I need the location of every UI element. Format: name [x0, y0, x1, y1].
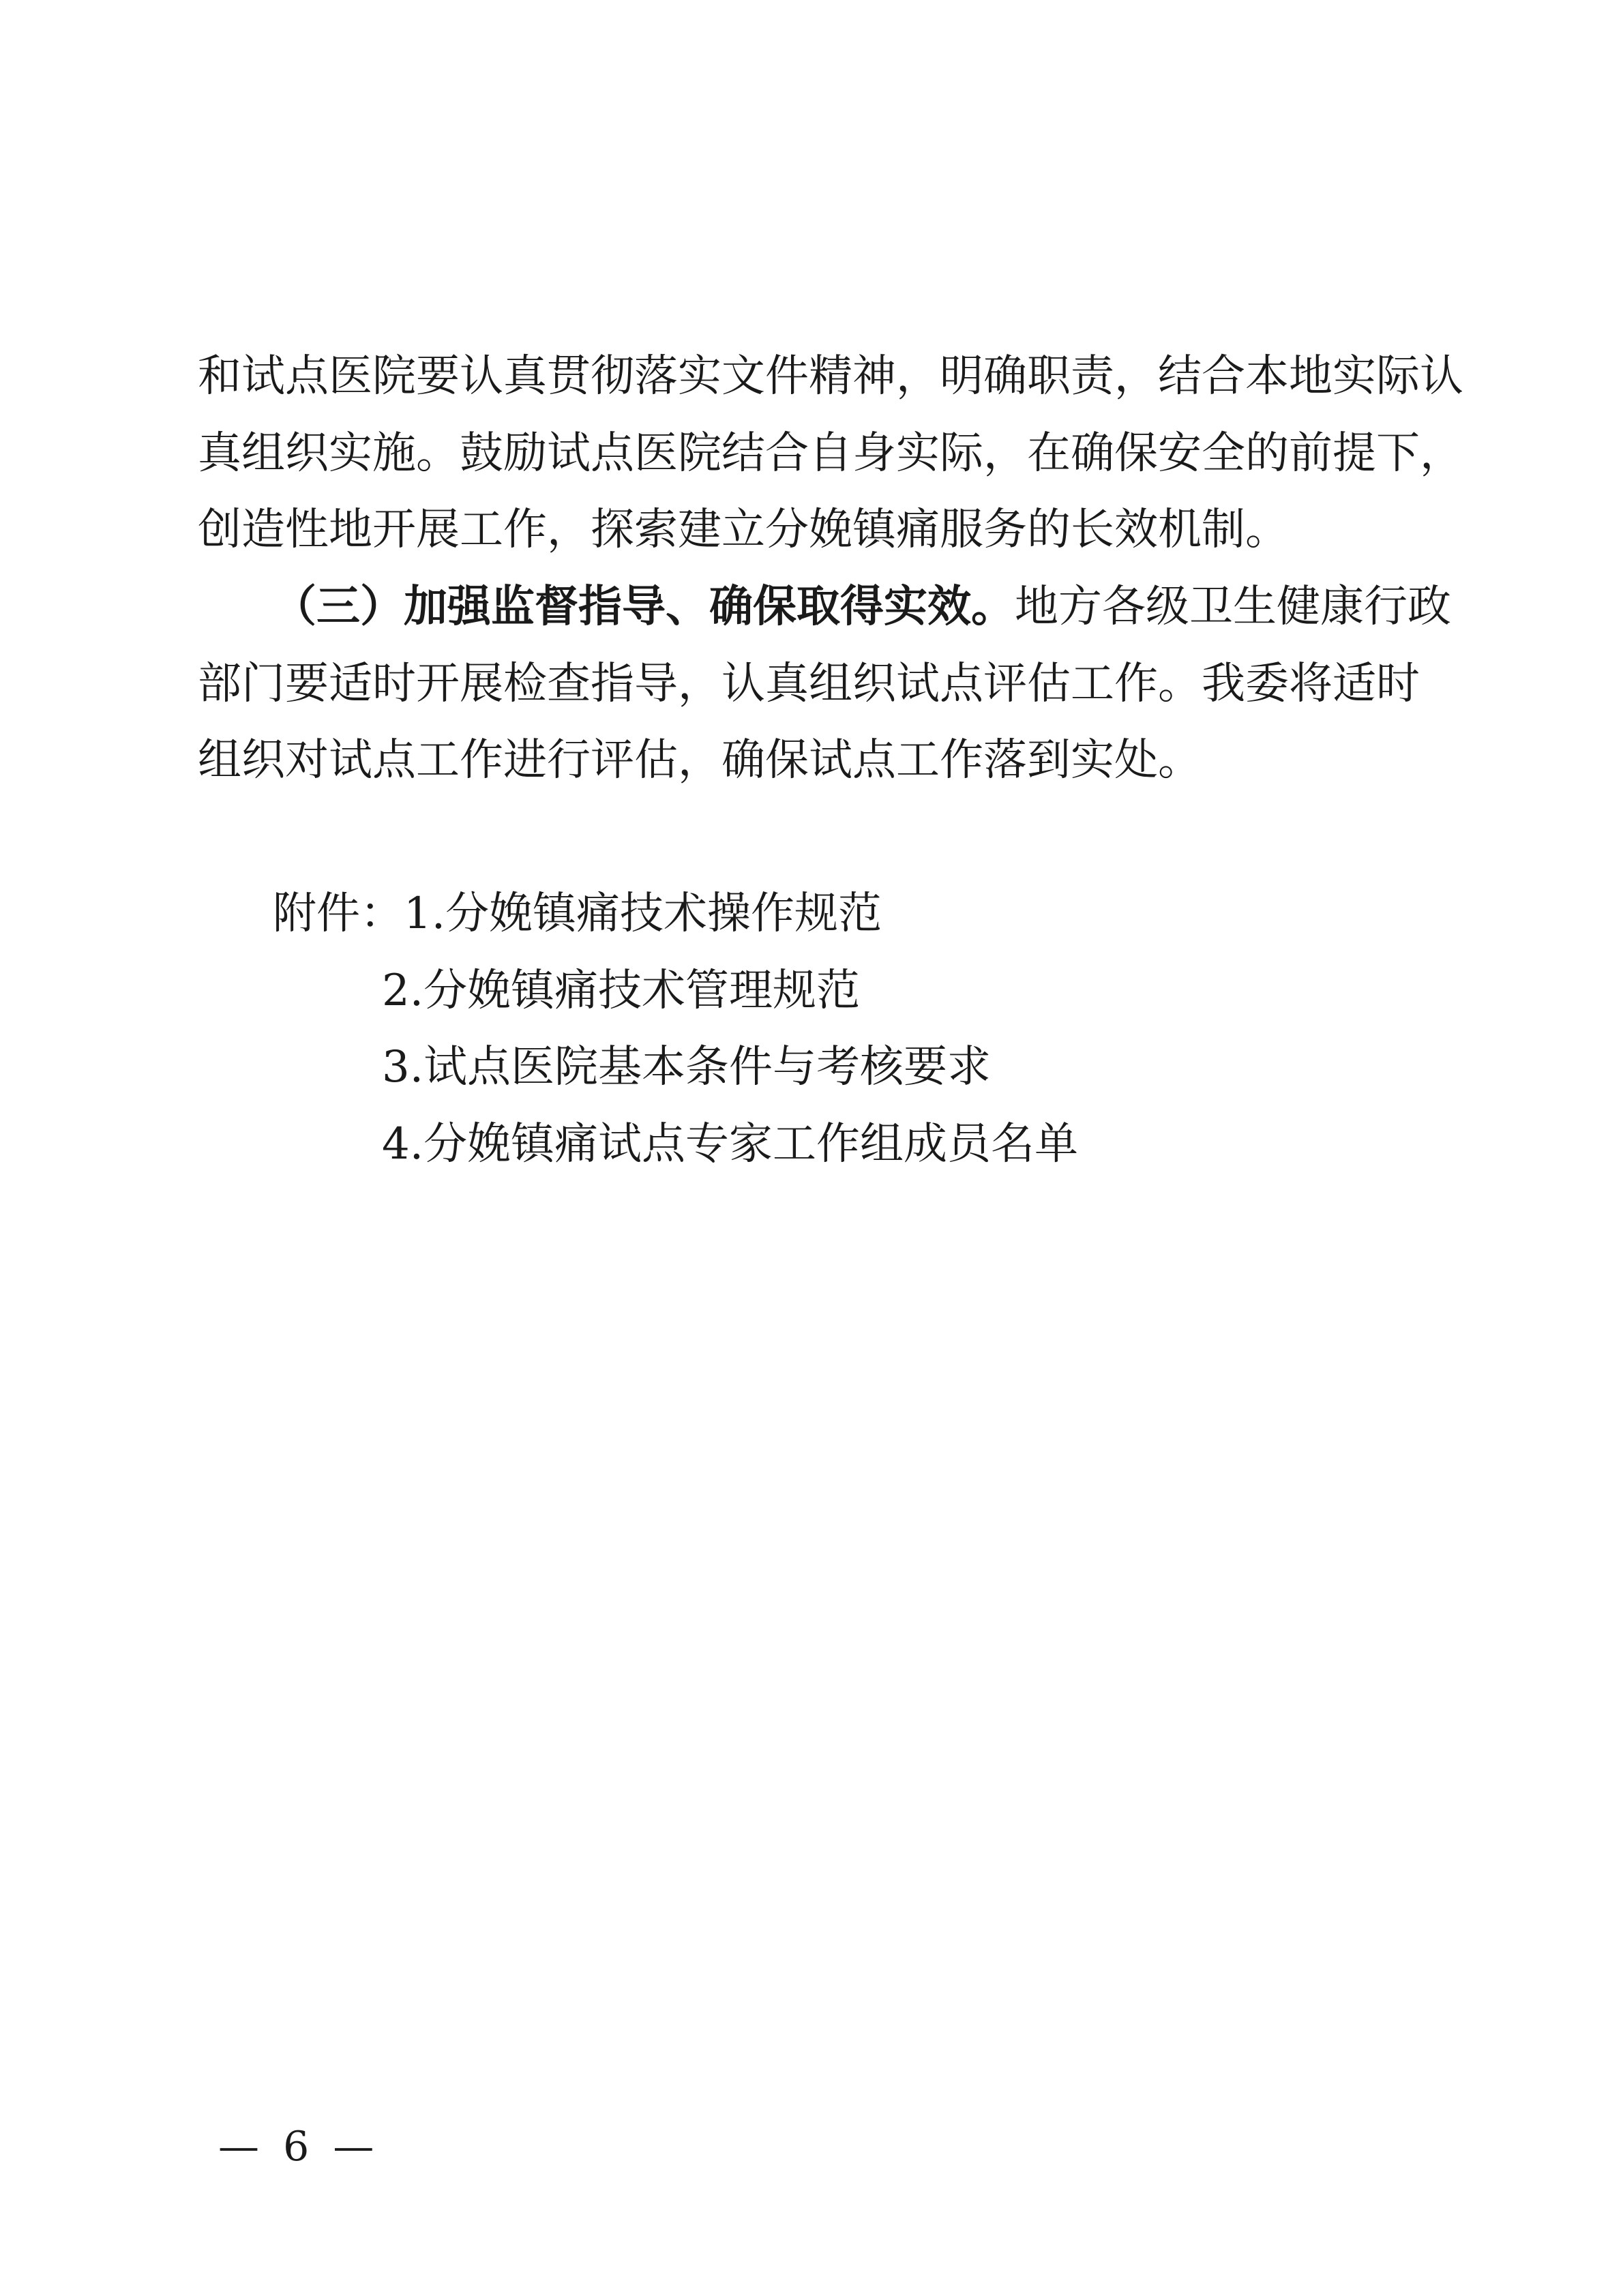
paragraph-line: 和试点医院要认真贯彻落实文件精神，明确职责，结合本地实际认 [198, 351, 1463, 402]
attachments-label: 附件： [273, 889, 404, 939]
paragraph-line: 组织对试点工作进行评估，确保试点工作落到实处。 [198, 735, 1202, 786]
attachment-item: 3.试点医院基本条件与考核要求 [382, 1042, 992, 1092]
paragraph-line: 部门要适时开展检查指导，认真组织试点评估工作。我委将适时 [198, 659, 1420, 709]
section-heading-line [273, 581, 1451, 632]
section-text: 地方各级卫生健康行政 [1015, 582, 1451, 632]
paragraph-line: 真组织实施。鼓励试点医院结合自身实际，在确保安全的前提下， [198, 428, 1463, 479]
attachment-item: 1.分娩镇痛技术操作规范 [404, 889, 882, 939]
section-heading: （三）加强监督指导、确保取得实效。 [273, 581, 1015, 632]
attachment-item: 4.分娩镇痛试点专家工作组成员名单 [382, 1119, 1079, 1169]
attachment-item: 2.分娩镇痛技术管理规范 [382, 966, 861, 1016]
attachment-row [273, 889, 882, 939]
paragraph-line: 创造性地开展工作，探索建立分娩镇痛服务的长效机制。 [198, 505, 1289, 555]
page-number: — 6 — [218, 2123, 380, 2171]
